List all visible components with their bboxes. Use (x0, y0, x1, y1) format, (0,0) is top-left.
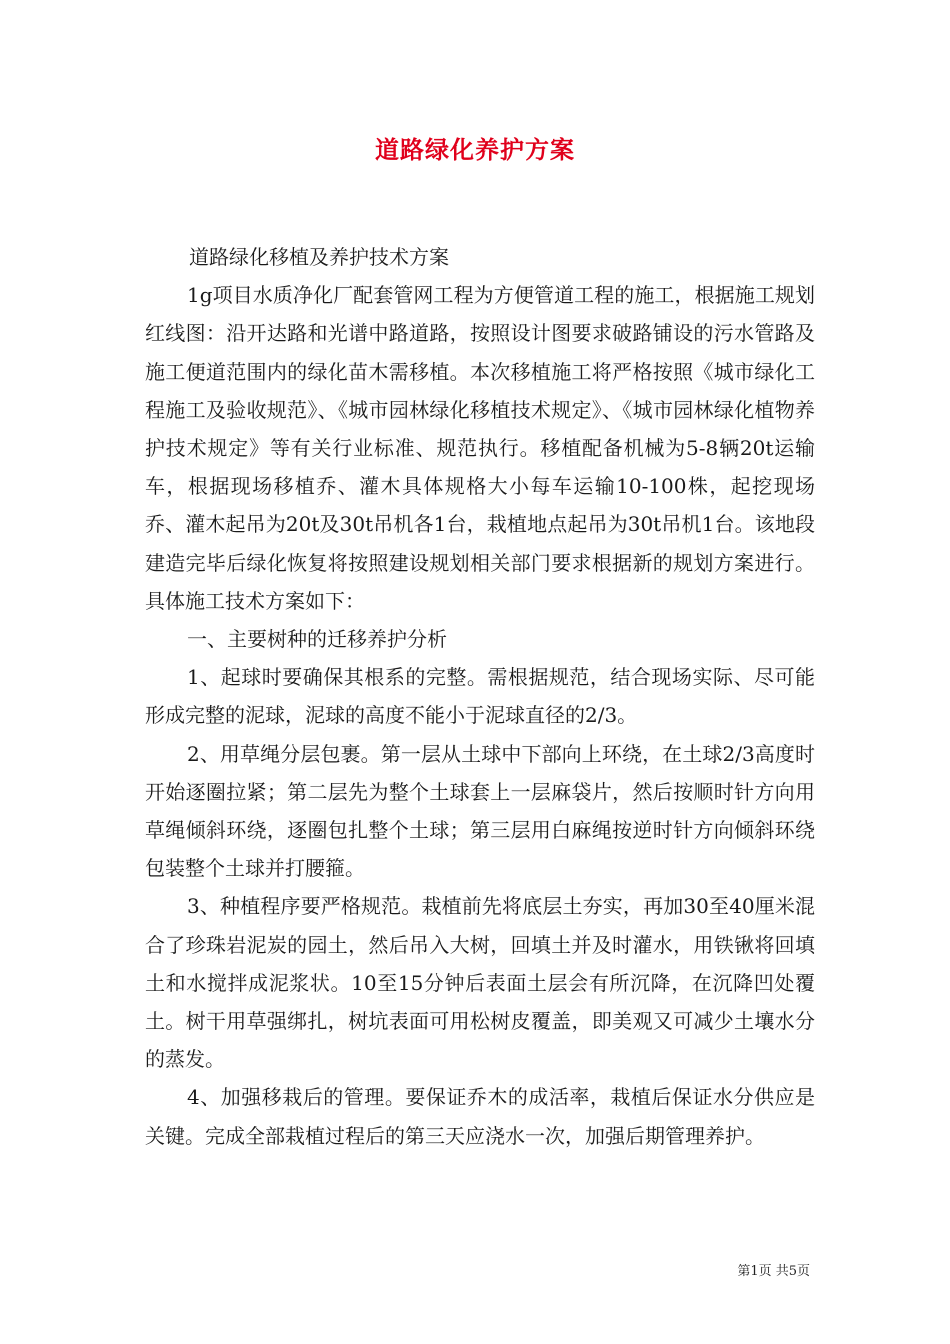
document-title: 道路绿化养护方案 (375, 135, 575, 164)
page-number: 第1页 共5页 (737, 1264, 810, 1279)
list-item: 1、起球时要确保其根系的完整。需根据规范，结合现场实际、尽可能形成完整的泥球，泥球的高度不能小于泥球直径的2/3。 (145, 665, 815, 728)
list-item: 4、加强移栽后的管理。要保证乔木的成活率，栽植后保证水分供应是关键。完成全部栽植过程后的第三天应浇水一次，加强后期管理养护。 (145, 1085, 815, 1148)
list-item: 3、种植程序要严格规范。栽植前先将底层土夯实，再加30至40厘米混合了珍珠岩泥炭的园土，然后吊入大树，回填土并及时灌水，用铁锹将回填土和水搅拌成泥浆状。10至15分钟后表面土层会有所沉降，在沉降凹处覆土。树干用草强绑扎，树坑表面可用松树皮覆盖，即美观又可减少土壤水分的蒸发。 (145, 894, 815, 1072)
section-heading: 道路绿化移植及养护技术方案 (189, 245, 449, 269)
subsection-heading: 一、主要树种的迁移养护分析 (187, 627, 447, 652)
list-item: 2、用草绳分层包裹。第一层从土球中下部向上环绕，在土球2/3高度时开始逐圈拉紧；第二层先为整个土球套上一层麻袋片，然后按顺时针方向用草绳倾斜环绕，逐圈包扎整个土球；第三层用白麻绳按逆时针方向倾斜环绕包装整个土球并打腰箍。 (145, 741, 815, 881)
intro-paragraph: 1g项目水质净化厂配套管网工程为方便管道工程的施工，根据施工规划红线图：沿开达路和光谱中路道路，按照设计图要求破路铺设的污水管路及施工便道范围内的绿化苗木需移植。本次移植施工将严格按照《城市绿化工程施工及验收规范》、《城市园林绿化移植技术规定》、《城市园林绿化植物养护技术规定》等有关行业标准、规范执行。移植配备机械为5-8辆20t运输车，根据现场移植乔、灌木具体规格大小每车运输10-100株，起挖现场乔、灌木起吊为20t及30t吊机各1台，栽植地点起吊为30t吊机1台。该地段建造完毕后绿化恢复将按照建设规划相关部门要求根据新的规划方案进行。具体施工技术方案如下： (145, 283, 815, 613)
document-body (145, 238, 815, 1155)
